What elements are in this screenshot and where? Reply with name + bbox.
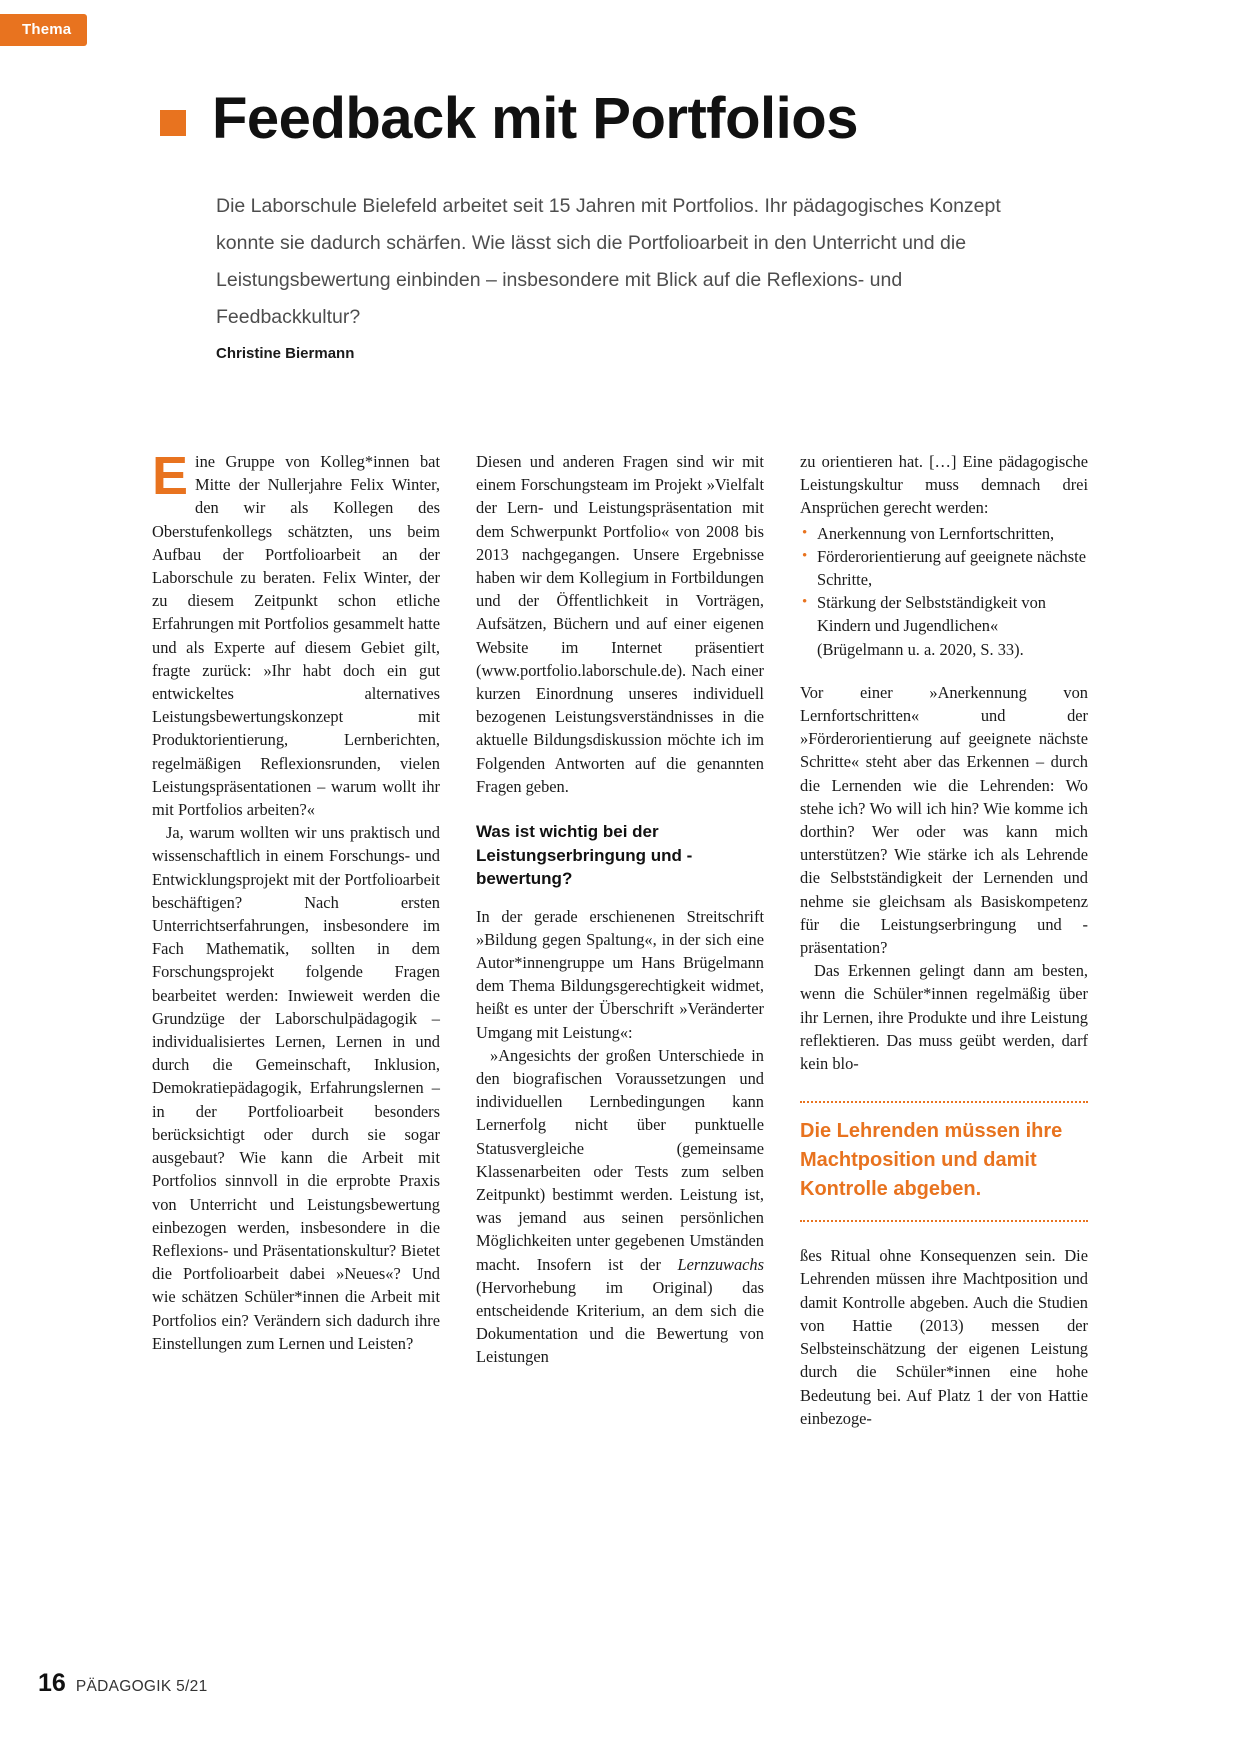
publication-label: PÄDAGOGIK 5/21 bbox=[75, 1678, 208, 1695]
article-columns bbox=[152, 446, 1090, 1430]
bullet-list bbox=[800, 522, 1088, 661]
title-square-icon bbox=[160, 110, 186, 136]
teaser-text: Die Laborschule Bielefeld arbeitet seit 15 Jahren mit Portfolios. Ihr pädagogisches Konzept konnte sie dadurch schärfen. Wie lässt sich die Portfolioarbeit in den Unterricht und die Leistungsbewertung einbinden – insbesondere mit Blick auf die Reflexions- und Feedbackkultur? bbox=[216, 195, 1001, 328]
paragraph: In der gerade erschienenen Streitschrift »Bildung gegen Spaltung«, in der sich eine Autor*innengruppe um Hans Brügelmann dem Thema Bildungsgerechtigkeit widmet, heißt es unter der Überschrift »Veränderter Umgang mit Leistung«: bbox=[476, 906, 764, 1042]
paragraph-text: ine Gruppe von Kolleg*innen bat Mitte der Nullerjahre Felix Winter, den wir als Kollegen des Oberstufenkollegs schätzten, uns beim Aufbau der Portfolioarbeit an der Laborschule zu beraten. Felix Winter, der zu diesem Zeitpunkt schon etliche Erfahrungen mit Portfolios gesammelt hatte und als Experte auf diesem Gebiet gilt, fragte zurück: »Ihr habt doch ein gut entwickeltes alternatives Leistungsbewertungskonzept mit Produktorientierung, Lernberichten, regelmäßigen Reflexionsrunden, vielen Leistungspräsentationen – warum wollt ihr mit Portfolios arbeiten?« bbox=[152, 452, 440, 820]
drop-cap: E bbox=[152, 446, 189, 506]
pull-quote: Die Lehrenden müssen ihre Machtposition und damit Kontrolle abgeben. bbox=[800, 1101, 1088, 1222]
column-3 bbox=[800, 450, 1088, 1430]
paragraph bbox=[476, 1044, 764, 1369]
list-item: • Förderorientierung auf geeignete nächste Schritte, bbox=[800, 545, 1088, 591]
list-item: • Anerkennung von Lernfortschritten, bbox=[800, 522, 1088, 545]
list-item: • Stärkung der Selbstständigkeit von Kindern und Jugendlichen« (Brügelmann u. a. 2020, S. 33). bbox=[800, 591, 1088, 661]
paragraph: ßes Ritual ohne Konsequenzen sein. Die Lehrenden müssen ihre Machtposition und damit Kontrolle abgeben. Auch die Studien von Hattie (2013) messen der Selbsteinschätzung der eigenen Leistung durch die Schüler*innen eine hohe Bedeutung bei. Auf Platz 1 der von Hattie einbezoge- bbox=[800, 1246, 1088, 1428]
page-number: 16 bbox=[38, 1669, 66, 1697]
column-1 bbox=[152, 446, 440, 1430]
paragraph: Ja, warum wollten wir uns praktisch und wissenschaftlich in einem Forschungs- und Entwicklungsprojekt mit der Portfolioarbeit beschäftigen? Nach ersten Unterrichtserfahrungen, insbesondere im Fach Mathematik, sollten in dem Forschungsprojekt folgende Fragen bearbeitet werden: Inwieweit werden die Grundzüge der Laborschulpädagogik – individualisiertes Lernen, Lernen in und durch die Gemeinschaft, Inklusion, Demokratiepädagogik, Erfahrungslernen – in der Portfolioarbeit besonders berücksichtigt oder durch sie sogar ausgebaut? Wie kann die Arbeit mit Portfolios sinnvoll in die erprobte Praxis von Unterricht und Leistungsbewertung einbezogen werden, insbesondere in die Reflexions- und Präsentationskultur? Bietet die Portfolioarbeit dabei »Neues«? Und wie schätzen Schüler*innen die Arbeit mit Portfolios ein? Verändern sich dadurch ihre Einstellungen zum Lernen und Leisten? bbox=[152, 823, 440, 1353]
paragraph: Das Erkennen gelingt dann am besten, wenn die Schüler*innen regelmäßig über ihr Lernen, ihre Produkte und ihre Leistung reflektieren. Das muss geübt werden, darf kein blo- bbox=[800, 961, 1088, 1074]
section-heading: Was ist wichtig bei der Leistungserbringung und -bewertung? bbox=[476, 822, 693, 889]
paragraph bbox=[152, 446, 440, 821]
paragraph: Vor einer »Anerkennung von Lernfortschritten« und der »Förderorientierung auf geeignete nächste Schritte« steht aber das Erkennen – durch die Lernenden wie die Lehrenden: Wo stehe ich? Wo will ich hin? Wie komme ich dorthin? Wer oder was kann mich unterstützen? Wie stärke ich als Lehrende die Selbstständigkeit der Lernenden und nehme sie gleichsam als Basiskompetenz für die Leistungserbringung und -präsentation? bbox=[800, 682, 1088, 958]
quote-part-2: (Hervorhebung im Original) das entscheidende Kriterium, an dem sich die Dokumentation und die Bewertung von Leistungen bbox=[476, 1277, 764, 1367]
title-text: Feedback mit Portfolios bbox=[212, 86, 858, 151]
column-2 bbox=[476, 450, 764, 1430]
section-tag: Thema bbox=[0, 14, 87, 46]
emphasis-lernzuwachs: Lernzuwachs bbox=[677, 1254, 764, 1274]
page-footer bbox=[38, 1669, 208, 1698]
paragraph: Diesen und anderen Fragen sind wir mit einem Forschungsteam im Projekt »Vielfalt der Lern- und Leistungspräsentation mit dem Schwerpunkt Portfolio« von 2008 bis 2013 nachgegangen. Unsere Ergebnisse haben wir dem Kollegium in Fortbildungen und der Öffentlichkeit in Vorträgen, Aufsätzen, Büchern und auf einer eigenen Website im Internet präsentiert (www.portfolio.laborschule.de). Nach einer kurzen Einordnung unseres individuell bezogenen Leistungsverständnisses in die aktuelle Bildungsdiskussion möchte ich im Folgenden Antworten auf die genannten Fragen geben. bbox=[476, 452, 764, 796]
quote-part-1: »Angesichts der großen Unterschiede in den biografischen Voraussetzungen und individuellen Lernbedingungen kann Lernerfolg nicht über punktuelle Statusvergleiche (gemeinsame Klassenarbeiten oder Tests zum selben Zeitpunkt) bestimmt werden. Leistung ist, was jemand aus seinen persönlichen Möglichkeiten unter gegebenen Umständen macht. Insofern ist der bbox=[476, 1045, 764, 1274]
author-byline: Christine Biermann bbox=[216, 345, 355, 362]
page-title bbox=[160, 88, 858, 150]
paragraph: zu orientieren hat. […] Eine pädagogische Leistungskultur muss demnach drei Ansprüchen gerecht werden: bbox=[800, 452, 1088, 518]
